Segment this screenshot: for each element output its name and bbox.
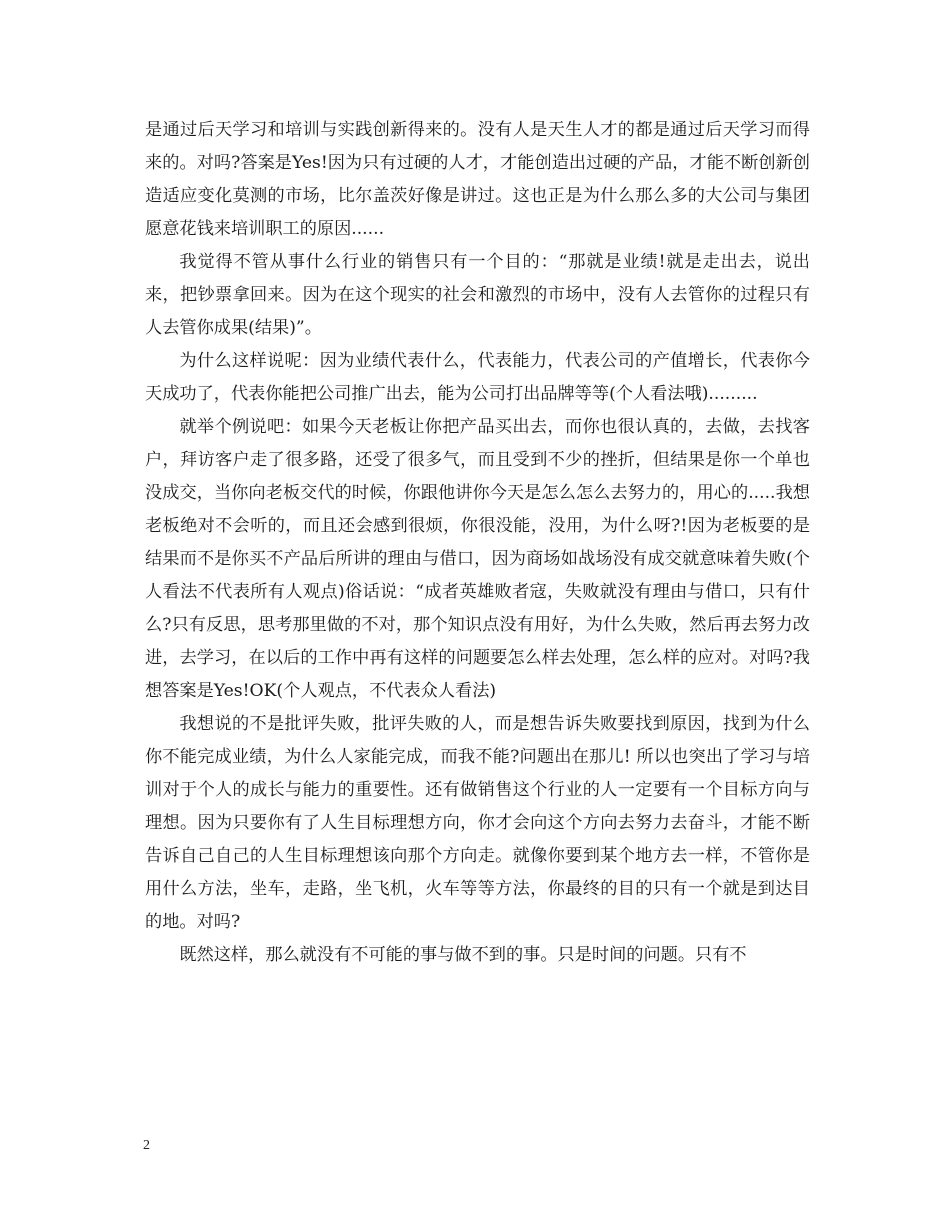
paragraph: 是通过后天学习和培训与实践创新得来的。没有人是天生人才的都是通过后天学习而得来的。对吗?答案是Yes!因为只有过硬的人才，才能创造出过硬的产品，才能不断创新创造适应变化莫测的市场，比尔盖茨好像是讲过。这也正是为什么那么多的大公司与集团愿意花钱来培训职工的原因...... (145, 120, 810, 239)
paragraph: 既然这样，那么就没有不可能的事与做不到的事。只是时间的问题。只有不 (179, 945, 747, 965)
body-text (145, 114, 810, 972)
paragraph: 我觉得不管从事什么行业的销售只有一个目的：“那就是业绩!就是走出去，说出来，把钞票拿回来。因为在这个现实的社会和激烈的市场中，没有人去管你的过程只有人去管你成果(结果)”。 (145, 252, 810, 338)
paragraph: 就举个例说吧：如果今天老板让你把产品买出去，而你也很认真的，去做，去找客户，拜访客户走了很多路，还受了很多气，而且受到不少的挫折，但结果是你一个单也没成交，当你向老板交代的时候，你跟他讲你今天是怎么怎么去努力的，用心的.....我想老板绝对不会听的，而且还会感到很烦，你很没能，没用，为什么呀?!因为老板要的是结果而不是你买不产品后所讲的理由与借口，因为商场如战场没有成交就意味着失败(个人看法不代表所有人观点)俗话说：“成者英雄败者寇，失败就没有理由与借口，只有什么?只有反思，思考那里做的不对，那个知识点没有用好，为什么失败，然后再去努力改进，去学习，在以后的工作中再有这样的问题要怎么样去处理，怎么样的应对。对吗?我想答案是Yes!OK(个人观点，不代表众人看法) (145, 417, 811, 701)
paragraph: 我想说的不是批评失败，批评失败的人，而是想告诉失败要找到原因，找到为什么你不能完成业绩，为什么人家能完成，而我不能?问题出在那儿! 所以也突出了学习与培训对于个人的成长与能力的重要性。还有做销售这个行业的人一定要有一个目标方向与理想。因为只要你有了人生目标理想方向，你才会向这个方向去努力去奋斗，才能不断告诉自己自己的人生目标理想该向那个方向走。就像你要到某个地方去一样，不管你是用什么方法，坐车，走路，坐飞机，火车等等方法，你最终的目的只有一个就是到达目的地。对吗? (145, 714, 810, 932)
paragraph: 为什么这样说呢：因为业绩代表什么，代表能力，代表公司的产值增长，代表你今天成功了，代表你能把公司推广出去，能为公司打出品牌等等(个人看法哦)......... (145, 351, 810, 404)
page-number: 2 (143, 1138, 150, 1153)
